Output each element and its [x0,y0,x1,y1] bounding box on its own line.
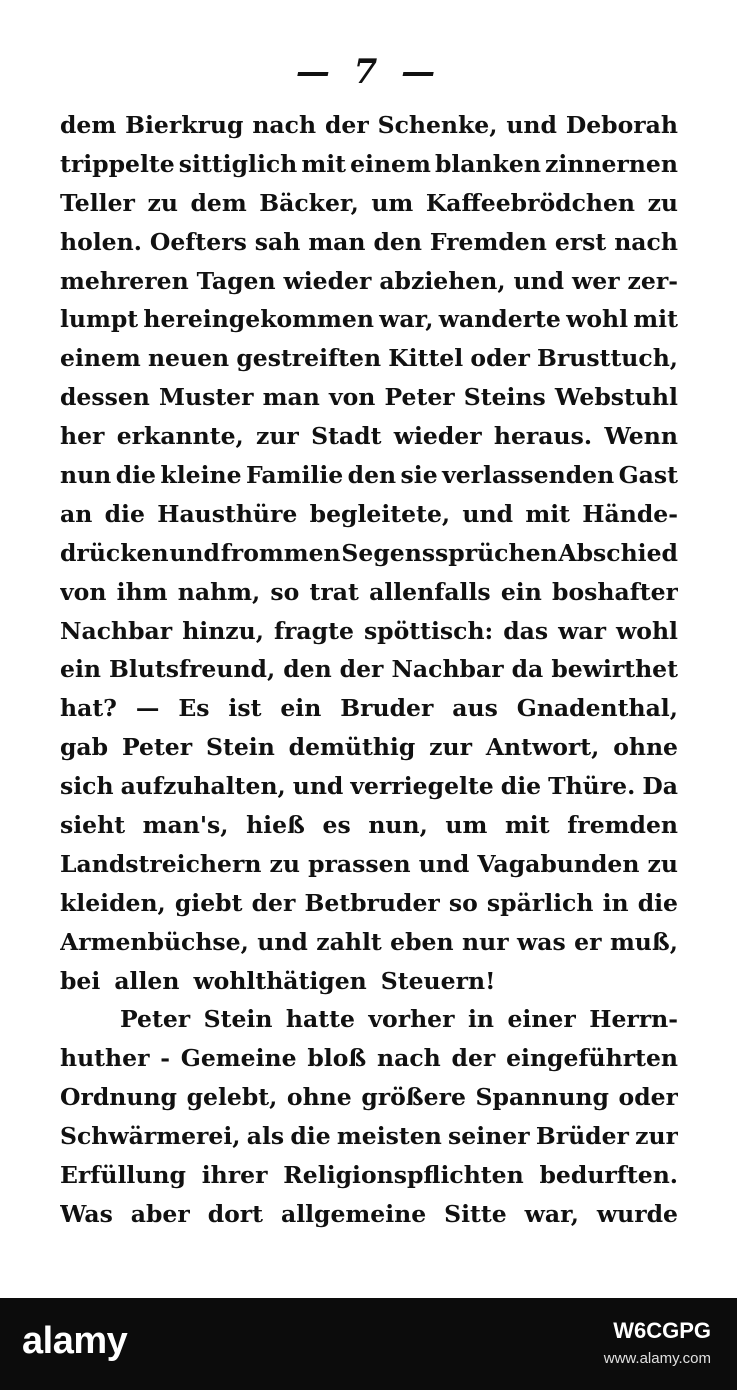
word: Spannung [475,1083,609,1112]
word: von [328,383,376,412]
word: Erfüllung [60,1161,186,1190]
word: mehreren [60,266,189,295]
body-text [60,106,678,1234]
word: um [445,811,488,840]
word: hieß [246,811,305,840]
word: die [115,461,156,490]
word: Nachbar [391,655,504,684]
text-line [60,417,678,456]
word: wohl [616,616,678,645]
word: ohne [613,733,678,762]
text-line [60,262,678,301]
word: Brüder [535,1122,629,1151]
word: wohlthätigen [193,966,367,995]
word: zahlt [316,927,382,956]
word: kleiden, [60,888,166,917]
word: mit [301,149,347,178]
word: er [574,927,602,956]
word: hereingekommen [143,305,374,334]
text-line [60,845,678,884]
word: ohne [286,1083,352,1112]
text-line [60,923,678,962]
word: so [270,577,300,606]
word: Webstuhl [554,383,678,412]
site-url: www.alamy.com [603,1350,711,1367]
word: Hände- [582,499,678,528]
text-line [60,1078,678,1117]
word: zu [647,188,678,217]
word: sieht [60,811,126,840]
word: verlassenden [442,461,615,490]
word: und [169,538,220,567]
text-line [60,767,678,806]
word: sah [254,227,301,256]
word: und [462,499,514,528]
word: Schenke, [377,111,498,139]
word: man's, [142,811,229,840]
word: ihrer [201,1161,268,1190]
word: und [418,849,470,878]
text-line [60,962,678,1001]
word: wieder [393,422,482,451]
text-line [60,806,678,845]
word: Sitte [444,1199,507,1228]
word: bedurften. [539,1161,678,1190]
word: Landstreichern [60,849,262,878]
word: allgemeine [280,1199,427,1228]
word: zur [635,1122,678,1151]
word: hat? [60,694,117,723]
word: ein [280,694,322,723]
word: zur [256,422,299,451]
word: wer [572,266,620,295]
word: mit [525,499,570,528]
text-line [60,728,678,767]
word: Stein [206,733,275,762]
word: in [602,888,629,917]
word: — [135,694,160,723]
word: allen [114,966,180,995]
word: - [160,1044,170,1073]
word: einer [507,1005,576,1034]
text-line [60,1000,678,1039]
word: gestreiften [236,344,382,373]
word: Tagen [196,266,276,295]
word: und [257,927,308,956]
word: Steuern! [380,966,496,995]
word: drücken [60,538,169,567]
word: den [373,227,422,256]
word: mit [633,305,678,334]
word: erkannte, [116,422,244,451]
word: Peter [384,383,455,412]
word: Wenn [604,422,678,451]
word: der [451,1044,496,1073]
word: man [262,383,320,412]
word: dem [60,111,117,139]
word: Steins [463,383,546,412]
word: Kaffeebrödchen [425,188,636,217]
word: bewirthet [551,655,678,684]
text-line [60,1117,678,1156]
word: nun [60,461,112,490]
word: fragte [273,616,354,645]
word: was [517,927,566,956]
word: es [322,811,351,840]
word: Blutsfreund, [108,655,276,684]
word: zur [429,733,472,762]
text-line [60,612,678,651]
word: ein [500,577,542,606]
word: blanken [434,149,541,178]
word: ein [60,655,101,684]
word: boshafter [552,577,678,606]
text-line [60,573,678,612]
word: Gnadenthal, [516,694,678,723]
word: Antwort, [485,733,600,762]
word: demüthig [288,733,416,762]
word: von [60,577,107,606]
word: und [506,111,557,139]
word: an [60,499,93,528]
word: Oefters [149,227,247,256]
word: nach [252,111,317,139]
word: man [308,227,366,256]
text-line [60,223,678,262]
word: zer- [627,266,678,295]
word: war, [379,305,434,334]
word: holen. [60,227,142,256]
word: zu [647,849,678,878]
text-line [60,339,678,378]
word: prassen [308,849,411,878]
word: hatte [285,1005,355,1034]
word: Peter [120,1005,191,1034]
word: Muster [159,383,254,412]
word: wanderte [438,305,561,334]
text-line [60,184,678,223]
word: der [324,111,369,139]
word: mit [504,811,550,840]
word: fremden [567,811,678,840]
word: Religionspflichten [283,1161,524,1190]
word: in [467,1005,494,1034]
text-line [60,689,678,728]
word: zu [147,188,178,217]
word: dessen [60,383,150,412]
word: Brusttuch, [537,344,678,373]
text-line [60,534,678,573]
word: Da [642,772,678,801]
word: größere [361,1083,466,1112]
word: aber [130,1199,190,1228]
word: da [511,655,544,684]
brand-logo: alamy [22,1320,128,1362]
word: Betbruder [304,888,440,917]
word: verriegelte [350,772,494,801]
word: eben [390,927,454,956]
word: nach [614,227,678,256]
word: Nachbar [60,616,173,645]
word: trippelte [60,149,175,178]
word: Kittel [388,344,464,373]
word: lumpt [60,305,139,334]
word: so [448,888,478,917]
text-line [60,1156,678,1195]
word: erst [554,227,607,256]
word: oder [470,344,530,373]
word: huther [60,1044,150,1073]
word: neuen [147,344,230,373]
text-line [60,495,678,534]
word: Segenssprüchen [341,538,558,567]
word: Was [60,1199,113,1228]
word: oder [618,1083,678,1112]
word: kleine [160,461,242,490]
word: sich [60,772,114,801]
word: seiner [448,1122,530,1151]
word: gab [60,733,109,762]
word: nahm, [177,577,261,606]
word: war, [524,1199,579,1228]
word: Gast [618,461,678,490]
word: allenfalls [369,577,491,606]
word: Teller [60,188,135,217]
word: wurde [596,1199,678,1228]
word: eingeführten [506,1044,678,1073]
word: Thüre. [548,772,636,801]
word: die [290,1122,331,1151]
word: Deborah [565,111,678,139]
word: her [60,422,105,451]
page-number: — 7 — [295,52,442,92]
word: trat [309,577,359,606]
word: Armenbüchse, [60,927,249,956]
word: Fremden [429,227,547,256]
word: nach [377,1044,441,1073]
word: die [500,772,542,801]
text-line [60,106,678,145]
word: muß, [609,927,678,956]
text-line [60,456,678,495]
word: abziehen, [379,266,506,295]
text-line [60,1195,678,1234]
word: spöttisch: [363,616,494,645]
word: wieder [283,266,372,295]
word: heraus. [493,422,593,451]
word: bloß [307,1044,367,1073]
text-line [60,884,678,923]
word: war [558,616,607,645]
word: zinnernen [545,149,678,178]
text-line [60,145,678,184]
word: giebt [174,888,243,917]
word: hinzu, [182,616,264,645]
word: Es [178,694,210,723]
word: Herrn- [589,1005,678,1034]
word: und [292,772,344,801]
word: dem [190,188,247,217]
text-line [60,378,678,417]
text-line [60,300,678,339]
word: aus [452,694,498,723]
word: Peter [121,733,193,762]
word: nur [462,927,509,956]
word: sie [400,461,438,490]
word: spärlich [486,888,594,917]
word: Abschied [558,538,678,567]
word: Bruder [340,694,434,723]
word: als [246,1122,285,1151]
word: gelebt, [186,1083,278,1112]
word: aufzuhalten, [120,772,286,801]
word: Vagabunden [477,849,640,878]
word: die [637,888,678,917]
word: den [347,461,397,490]
word: zu [269,849,300,878]
word: den [283,655,332,684]
word: nun, [368,811,428,840]
word: Bäcker, [259,188,359,217]
word: sittiglich [178,149,298,178]
word: ist [228,694,262,723]
word: der [251,888,296,917]
word: Stadt [311,422,382,451]
image-id: W6CGPG [613,1318,711,1343]
word: Schwärmerei, [60,1122,241,1151]
watermark-banner [0,1298,737,1390]
word: meisten [336,1122,442,1151]
word: Familie [245,461,344,490]
word: begleitete, [309,499,451,528]
word: Gemeine [180,1044,297,1073]
word: vorher [368,1005,455,1034]
word: Ordnung [60,1083,177,1112]
word: um [371,188,414,217]
word: der [339,655,384,684]
word: wohl [566,305,629,334]
word: einem [60,344,141,373]
word: Stein [203,1005,273,1034]
word: bei [60,966,101,995]
text-line [60,650,678,689]
word: einem [350,149,431,178]
word: dort [207,1199,264,1228]
word: das [503,616,549,645]
word: Hausthüre [157,499,298,528]
word: die [104,499,145,528]
word: frommen [220,538,341,567]
word: Bierkrug [125,111,244,139]
word: ihm [116,577,168,606]
word: und [513,266,565,295]
text-line [60,1039,678,1078]
